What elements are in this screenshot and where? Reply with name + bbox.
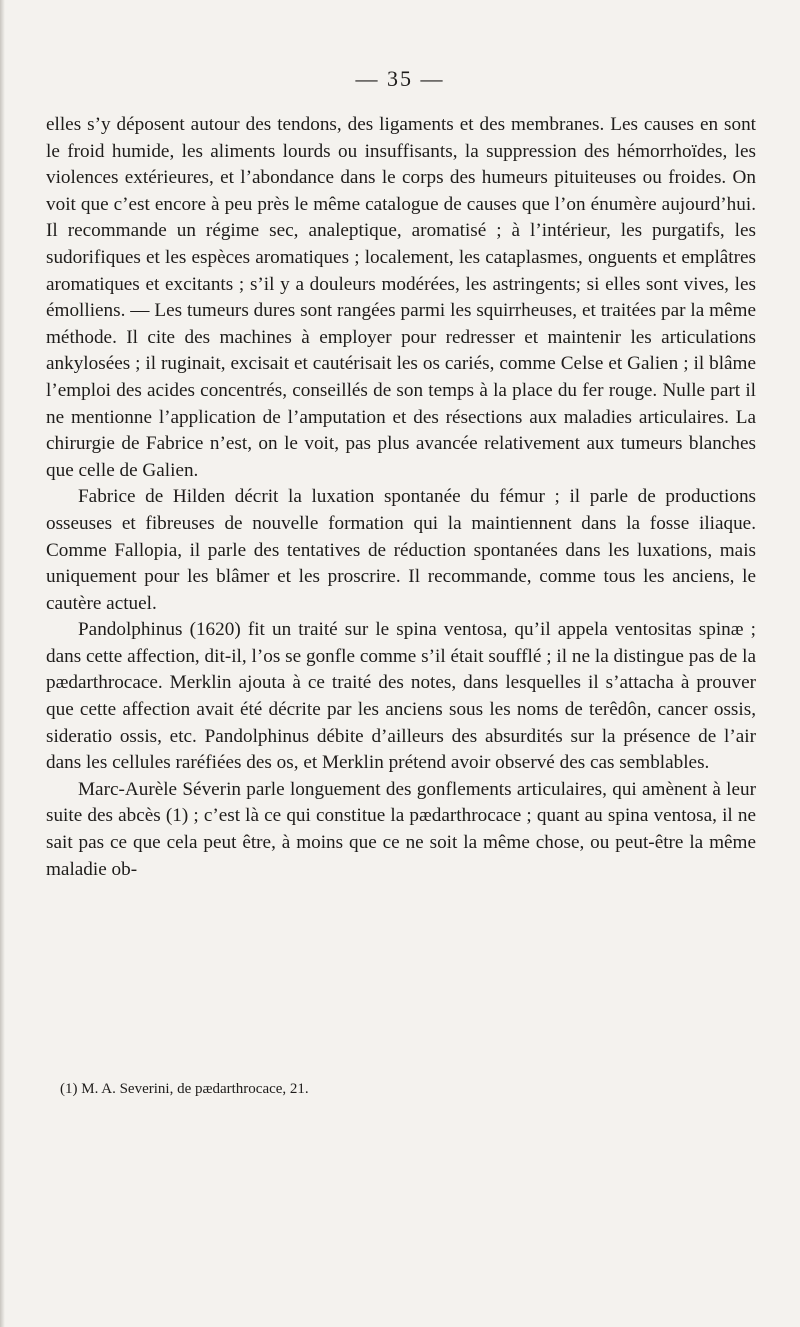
- body-text: [46, 112, 756, 883]
- paragraph-4: Marc-Aurèle Séverin parle longuement des gonflements articulaires, qui amènent à leur suite des abcès (1) ; c’est là ce qui constitue la pædarthrocace ; quant au spina ventosa, il ne sait pas ce que cela peut être, à moins que ce ne soit la même chose, ou peut-être la même maladie ob-: [46, 778, 756, 880]
- paragraph-1: elles s’y déposent autour des tendons, des ligaments et des membranes. Les causes en sont le froid humide, les aliments lourds ou insuffisants, la suppression des hémorrhoïdes, les violences extérieures, et l’abondance dans le corps des humeurs pituiteuses ou froides. On voit que c’est encore à peu près le même catalogue de causes que l’on énumère aujourd’hui. Il recommande un régime sec, analeptique, aromatisé ; à l’intérieur, les purgatifs, les sudorifiques et les espèces aromatiques ; localement, les cataplasmes, onguents et emplâtres aromatiques et excitants ; s’il y a douleurs modérées, les astringents; si elles sont vives, les émolliens. — Les tumeurs dures sont rangées parmi les squirrheuses, et traitées par la même méthode. Il cite des machines à employer pour redresser et maintenir les articulations ankylosées ; il ruginait, excisait et cautérisait les os cariés, comme Celse et Galien ; il blâme l’emploi des acides concentrés, conseillés de son temps à la place du fer rouge. Nulle part il ne mentionne l’application de l’amputation et des résections aux maladies articulaires. La chirurgie de Fabrice n’est, on le voit, pas plus avancée relativement aux tumeurs blanches que celle de Galien.: [46, 114, 756, 481]
- page-number: — 35 —: [355, 66, 445, 91]
- page-binding-edge: [0, 0, 5, 1327]
- paragraph-2: Fabrice de Hilden décrit la luxation spontanée du fémur ; il parle de productions osseuses et fibreuses de nouvelle formation qui la maintiennent dans la fosse iliaque. Comme Fallopia, il parle des tentatives de réduction spontanées dans les luxations, mais uniquement pour les blâmer et les proscrire. Il recommande, comme tous les anciens, le cautère actuel.: [46, 486, 756, 614]
- footnote: (1) M. A. Severini, de pædarthrocace, 21.: [60, 1081, 309, 1097]
- paragraph-3: Pandolphinus (1620) fit un traité sur le spina ventosa, qu’il appela ventositas spinæ ; dans cette affection, dit-il, l’os se gonfle comme s’il était soufflé ; il ne la distingue pas de la pædarthrocace. Merklin ajouta à ce traité des notes, dans lesquelles il s’attacha à prouver que cette affection avait été décrite par les anciens sous les noms de terêdôn, cancer ossis, sideratio ossis, etc. Pandolphinus débite d’ailleurs des absurdités sur la présence de l’air dans les cellules raréfiées des os, et Merklin prétend avoir observé des cas semblables.: [46, 619, 756, 774]
